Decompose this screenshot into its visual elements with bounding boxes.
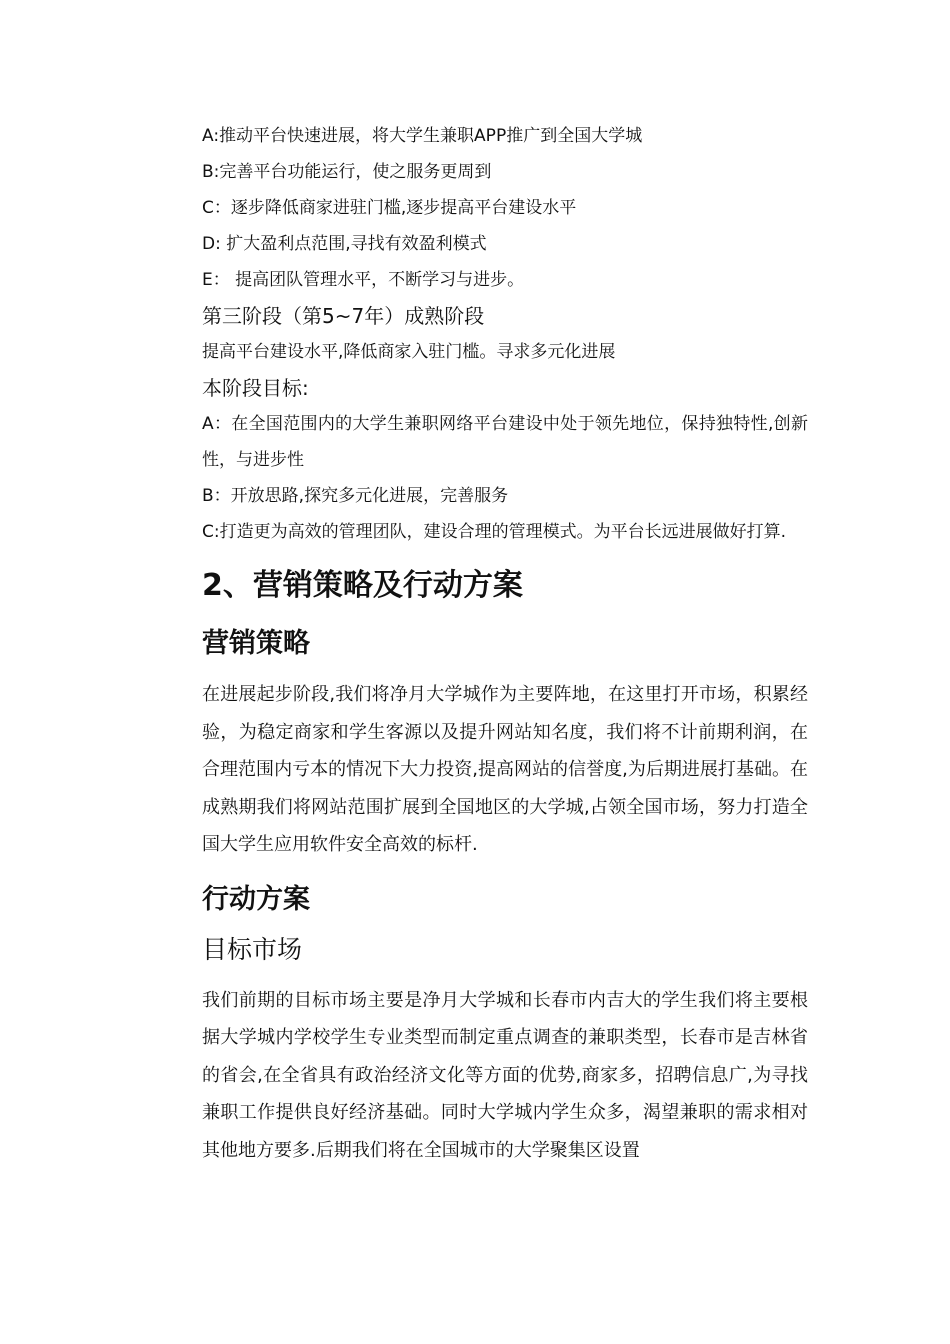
stage3-goal-c: C:打造更为高效的管理团队，建设合理的管理模式。为平台长远进展做好打算. (202, 522, 786, 542)
goal-item-e: E： 提高团队管理水平，不断学习与进步。 (202, 270, 525, 290)
stage3-goal-b: B：开放思路,探究多元化进展，完善服务 (202, 486, 509, 506)
section2-title: 2、营销策略及行动方案 (202, 568, 523, 603)
stage3-goal-heading: 本阶段目标: (202, 376, 309, 400)
marketing-title: 营销策略 (202, 628, 310, 659)
stage3-summary: 提高平台建设水平,降低商家入驻门槛。寻求多元化进展 (202, 342, 616, 362)
marketing-body: 在进展起步阶段,我们将净月大学城作为主要阵地，在这里打开市场，积累经验，为稳定商家和学生客源以及提升网站知名度，我们将不计前期利润，在合理范围内亏本的情况下大力投资,提高网站的信誉度,为后期进展打基础。在成熟期我们将网站范围扩展到全国地区的大学城,占领全国市场，努力打造全国大学生应用软件安全高效的标杆. (202, 684, 808, 855)
stage3-goal-a: A：在全国范围内的大学生兼职网络平台建设中处于领先地位，保持独特性,创新性，与进步性 (202, 414, 808, 470)
goal-item-c: C：逐步降低商家进驻门槛,逐步提高平台建设水平 (202, 198, 577, 218)
action-title: 行动方案 (202, 883, 310, 915)
target-market-title: 目标市场 (202, 934, 303, 964)
goal-item-a: A:推动平台快速进展，将大学生兼职APP推广到全国大学城 (202, 126, 643, 146)
target-market-body: 我们前期的目标市场主要是净月大学城和长春市内吉大的学生我们将主要根据大学城内学校学生专业类型而制定重点调查的兼职类型，长春市是吉林省的省会,在全省具有政治经济文化等方面的优势,商家多，招聘信息广,为寻找兼职工作提供良好经济基础。同时大学城内学生众多，渴望兼职的需求相对其他地方要多.后期我们将在全国城市的大学聚集区设置 (202, 989, 808, 1161)
stage3-heading: 第三阶段（第5~7年）成熟阶段 (202, 304, 485, 328)
goal-item-d: D: 扩大盈利点范围,寻找有效盈利模式 (202, 234, 487, 254)
document-page (202, 118, 808, 1169)
goal-item-b: B:完善平台功能运行，使之服务更周到 (202, 162, 492, 182)
